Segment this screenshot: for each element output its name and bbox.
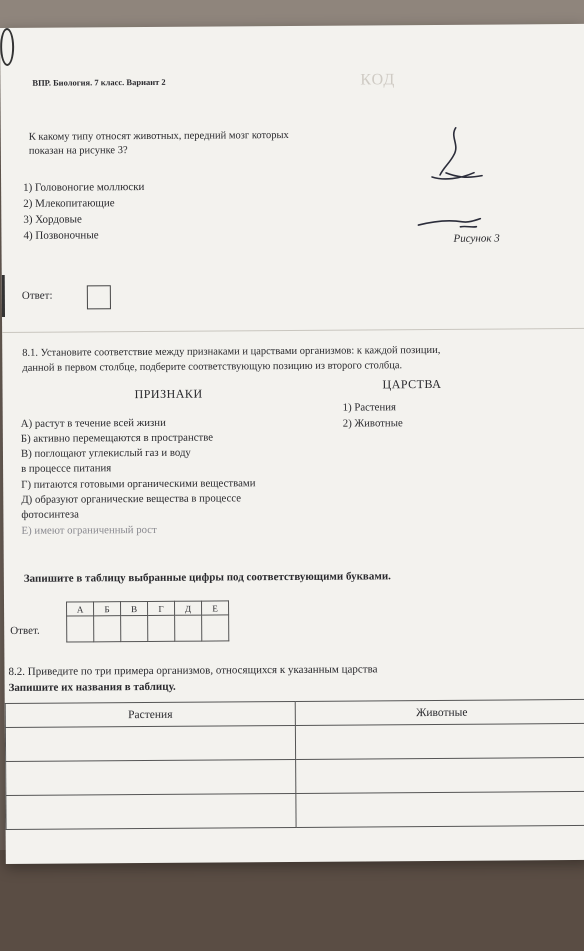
- section-divider: [2, 328, 584, 333]
- option-4: 4) Позвоночные: [23, 229, 99, 242]
- task-8-1-line2: данной в первом столбце, подберите соответствующую позицию из второго столбца.: [22, 360, 403, 374]
- question-7-line1: К какому типу относят животных, передний мозг которых: [28, 129, 289, 143]
- task-8-1-line1: 8.1. Установите соответствие между признаками и царствами организмов: к каждой позиции,: [22, 344, 441, 359]
- letter-f: Е: [202, 601, 229, 615]
- task-8-2-line1: 8.2. Приведите по три примера организмов, относящихся к указанным царства: [8, 663, 378, 678]
- feature-e: Д) образуют органические вещества в процессе: [21, 492, 242, 506]
- option-3: 3) Хордовые: [23, 213, 82, 226]
- examples-row: [5, 723, 584, 761]
- answer-cell-d[interactable]: [148, 615, 175, 641]
- examples-row: [6, 791, 584, 829]
- feature-d: Г) питаются готовыми органическими веществами: [21, 477, 256, 491]
- task-8-2-line2: Запишите их названия в таблицу.: [8, 680, 176, 694]
- option-1: 1) Головоногие моллюски: [23, 180, 145, 194]
- question-bracket: [0, 28, 14, 66]
- examples-table: [5, 699, 584, 830]
- plants-cell[interactable]: [6, 793, 296, 829]
- header-animals: Животные: [295, 699, 584, 725]
- task-8-1-text: [22, 343, 440, 376]
- instruction-text: Запишите в таблицу выбранные цифры под соответствующими буквами.: [23, 570, 391, 585]
- examples-row: [6, 757, 584, 795]
- plants-cell[interactable]: [5, 725, 295, 761]
- answer-table-header: [67, 601, 229, 616]
- answer-label-8-1: Ответ.: [10, 624, 40, 637]
- brain-figure: [416, 123, 500, 245]
- animals-cell[interactable]: [296, 791, 584, 827]
- letter-b: Б: [94, 602, 121, 616]
- kingdom-2: 2) Животные: [342, 417, 403, 430]
- figure-stroke-bottom: [418, 219, 480, 228]
- task-8-2-text: [8, 661, 377, 696]
- column-title-kingdoms: ЦАРСТВА: [382, 376, 442, 392]
- letter-e: Д: [175, 601, 202, 615]
- header-plants: Растения: [5, 701, 295, 727]
- feature-c-cont: в процессе питания: [21, 462, 112, 475]
- question-7-line2: показан на рисунке 3?: [28, 145, 128, 157]
- kingdom-1: 1) Растения: [342, 401, 397, 414]
- figure-label: Рисунок 3: [453, 232, 500, 245]
- answer-cell-c[interactable]: [121, 615, 148, 641]
- answer-cell-a[interactable]: [67, 616, 94, 642]
- column-title-features: ПРИЗНАКИ: [134, 386, 203, 402]
- answer-cell-e[interactable]: [175, 615, 202, 641]
- answer-table: [66, 600, 229, 642]
- answer-table-cells: [67, 615, 229, 642]
- letter-c: В: [121, 601, 148, 615]
- figure-stroke-top: [440, 128, 456, 175]
- answer-cell-f[interactable]: [202, 615, 229, 641]
- animals-cell[interactable]: [295, 723, 584, 759]
- option-2: 2) Млекопитающие: [23, 197, 115, 210]
- figure-stroke-middle: [432, 173, 482, 179]
- feature-b: Б) активно перемещаются в пространстве: [20, 431, 214, 445]
- background-table-surface: [0, 850, 584, 951]
- code-watermark: КОД: [360, 71, 396, 89]
- feature-f: Е) имеют ограниченный рост: [21, 523, 157, 537]
- animals-cell[interactable]: [296, 757, 584, 793]
- plants-cell[interactable]: [6, 759, 296, 795]
- page-header: ВПР. Биология. 7 класс. Вариант 2: [32, 76, 166, 88]
- answer-label: Ответ:: [21, 289, 53, 302]
- letter-d: Г: [148, 601, 175, 615]
- feature-e-cont: фотосинтеза: [21, 508, 79, 521]
- answer-box[interactable]: [87, 285, 111, 309]
- answer-margin-bar: [2, 275, 5, 317]
- feature-c: В) поглощают углекислый газ и воду: [20, 446, 191, 460]
- answer-cell-b[interactable]: [94, 616, 121, 642]
- letter-a: А: [67, 602, 94, 616]
- feature-a: А) растут в течение всей жизни: [20, 416, 166, 430]
- worksheet-page: [0, 24, 584, 864]
